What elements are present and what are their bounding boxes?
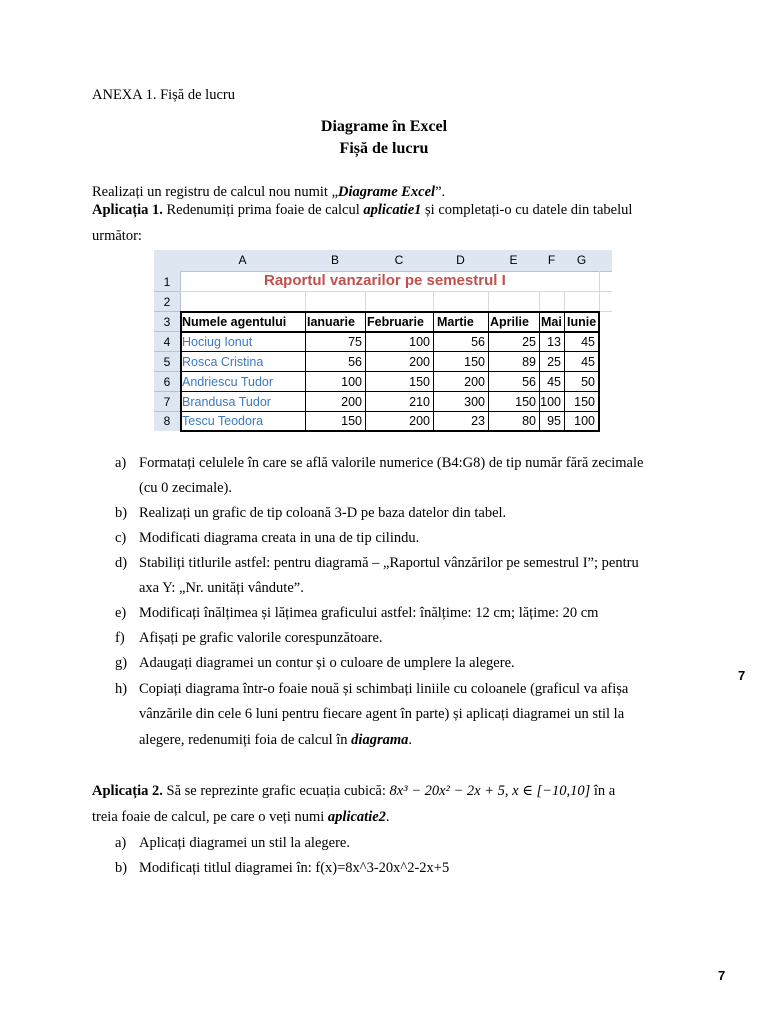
cell-value: 150 — [341, 414, 362, 428]
app2-text-after: în a — [590, 783, 616, 799]
app2-line1 — [92, 782, 615, 800]
task-letter: g) — [115, 655, 128, 671]
cell-value: 56 — [471, 335, 485, 349]
task2-b-text: Modificați titlul diagramei în: f(x)=8x^3-20x^2-2x+5 — [139, 860, 450, 876]
cell-value: 200 — [409, 414, 430, 428]
th-iunie: Iunie — [567, 315, 597, 329]
cell-value: 150 — [464, 355, 485, 369]
col-header-d: D — [456, 253, 465, 267]
app2-line2-suffix: . — [385, 809, 390, 825]
agent-name: Hociug Ionut — [182, 335, 253, 349]
task-letter: b) — [115, 505, 128, 521]
col-header-c: C — [394, 253, 404, 267]
task-letter: h) — [115, 681, 128, 697]
row-header-7: 7 — [163, 395, 171, 409]
sheet-title: Raportul vanzarilor pe semestrul I — [264, 272, 506, 289]
cell-value: 25 — [547, 355, 561, 369]
task-letter: f) — [115, 630, 125, 646]
cell-value: 13 — [547, 335, 561, 349]
intro-workbook-name: Diagrame Excel — [338, 184, 436, 200]
cell-value: 75 — [348, 335, 362, 349]
task-h-line3 — [139, 731, 412, 749]
task2-a-text: Aplicați diagramei un stil la alegere. — [139, 835, 350, 851]
app1-line2: următor: — [92, 228, 142, 244]
app2-line2-prefix: treia foaie de calcul, pe care o veți numi — [92, 809, 328, 825]
th-ianuarie: Ianuarie — [307, 315, 355, 329]
app2-sheet-name: aplicatie2 — [327, 809, 386, 825]
task-g-text: Adaugați diagramei un contur și o culoare de umplere la alegere. — [139, 655, 515, 671]
spreadsheet-grid — [154, 250, 612, 432]
cell-value: 200 — [409, 355, 430, 369]
cell-value: 45 — [581, 355, 595, 369]
cell-value: 89 — [522, 355, 536, 369]
page-number: 7 — [718, 968, 726, 983]
row-header-3: 3 — [163, 315, 171, 329]
cell-value: 80 — [522, 414, 536, 428]
cell-value: 100 — [574, 414, 595, 428]
cell-value: 200 — [464, 375, 485, 389]
th-februarie: Februarie — [367, 315, 424, 329]
cell-value: 56 — [348, 355, 362, 369]
task2-letter: a) — [115, 835, 127, 851]
cell-value: 23 — [471, 414, 485, 428]
task-h-prefix: alegere, redenumiți foia de calcul în — [139, 732, 352, 748]
task-h-line2: vânzările din cele 6 luni pentru fiecare agent în parte) și aplicați diagramei un stil la — [139, 706, 625, 722]
task-d-line2: axa Y: „Nr. unități vândute”. — [139, 580, 304, 596]
task-h-sheet-name: diagrama — [351, 732, 409, 748]
task-a-line1: Formatați celulele în care se află valorile numerice (B4:G8) de tip număr fără zecimale — [139, 455, 644, 471]
cell-value: 100 — [409, 335, 430, 349]
intro-prefix: Realizați un registru de calcul nou numit „ — [92, 184, 339, 200]
task-h-line1: Copiați diagrama într-o foaie nouă și schimbați liniile cu coloanele (graficul va afișa — [139, 681, 629, 697]
intro-suffix: ”. — [435, 184, 446, 200]
row-header-8: 8 — [163, 414, 171, 428]
cell-value: 150 — [409, 375, 430, 389]
task-c-text: Modificati diagrama creata in una de tip cilindu. — [139, 530, 420, 546]
app1-label: Aplicația 1. — [92, 202, 163, 218]
cell-value: 100 — [540, 395, 561, 409]
col-header-g: G — [576, 253, 587, 267]
th-martie: Martie — [437, 315, 474, 329]
th-agent: Numele agentului — [182, 315, 287, 329]
cell-value: 25 — [522, 335, 536, 349]
task-letter: a) — [115, 455, 127, 471]
title-line-2: Fișă de lucru — [339, 140, 429, 157]
app1-line1 — [92, 201, 632, 219]
app2-line2 — [92, 808, 390, 826]
agent-name: Rosca Cristina — [182, 355, 264, 369]
app2-text: Să se reprezinte grafic ecuația cubică: — [162, 783, 390, 799]
col-header-a: A — [238, 253, 247, 267]
app2-label: Aplicația 2. — [92, 783, 163, 799]
app1-text-before: Redenumiți prima foaie de calcul — [162, 202, 364, 218]
row-header-2: 2 — [163, 295, 171, 309]
cell-value: 95 — [547, 414, 561, 428]
cell-value: 50 — [581, 375, 595, 389]
cell-value: 300 — [464, 395, 485, 409]
task-a-line2: (cu 0 zecimale). — [139, 480, 232, 496]
cell-value: 56 — [522, 375, 536, 389]
task-f-text: Afișați pe grafic valorile corespunzătoare. — [139, 630, 383, 646]
task-b-text: Realizați un grafic de tip coloană 3-D pe baza datelor din tabel. — [139, 505, 507, 521]
title-line-1: Diagrame în Excel — [320, 118, 448, 135]
agent-name: Andriescu Tudor — [182, 375, 274, 389]
app1-text-after: și completați-o cu datele din tabelul — [421, 202, 633, 218]
task-letter: c) — [115, 530, 127, 546]
cell-value: 200 — [341, 395, 362, 409]
row-header-5: 5 — [163, 355, 171, 369]
th-aprilie: Aprilie — [490, 315, 529, 329]
task-letter: d) — [115, 555, 128, 571]
cell-value: 210 — [409, 395, 430, 409]
th-mai: Mai — [541, 315, 562, 329]
cell-value: 100 — [341, 375, 362, 389]
agent-name: Brandusa Tudor — [182, 395, 271, 409]
col-header-e: E — [509, 253, 518, 267]
app2-equation: 8x³ − 20x² − 2x + 5, x ∈ [−10,10] — [389, 783, 591, 799]
col-header-b: B — [330, 253, 339, 267]
row-header-6: 6 — [163, 375, 171, 389]
task-e-text: Modificați înălțimea și lățimea graficului astfel: înălțime: 12 cm; lățime: 20 cm — [139, 605, 599, 621]
task2-letter: b) — [115, 860, 128, 876]
task-letter: e) — [115, 605, 127, 621]
cell-value: 150 — [515, 395, 536, 409]
cell-value: 150 — [574, 395, 595, 409]
intro-paragraph — [92, 183, 445, 201]
row-header-1: 1 — [163, 275, 171, 289]
task-d-line1: Stabiliți titlurile astfel: pentru diagramă – „Raportul vânzărilor pe semestrul I”; pentru — [139, 555, 639, 571]
task-h-suffix: . — [408, 732, 412, 748]
side-page-number: 7 — [738, 668, 746, 683]
agent-name: Tescu Teodora — [182, 414, 264, 428]
cell-value: 45 — [547, 375, 561, 389]
col-header-f: F — [547, 253, 556, 267]
row-header-4: 4 — [163, 335, 171, 349]
annex-header: ANEXA 1. Fișă de lucru — [92, 87, 235, 103]
app1-sheet-name: aplicatie1 — [363, 202, 422, 218]
cell-value: 45 — [581, 335, 595, 349]
